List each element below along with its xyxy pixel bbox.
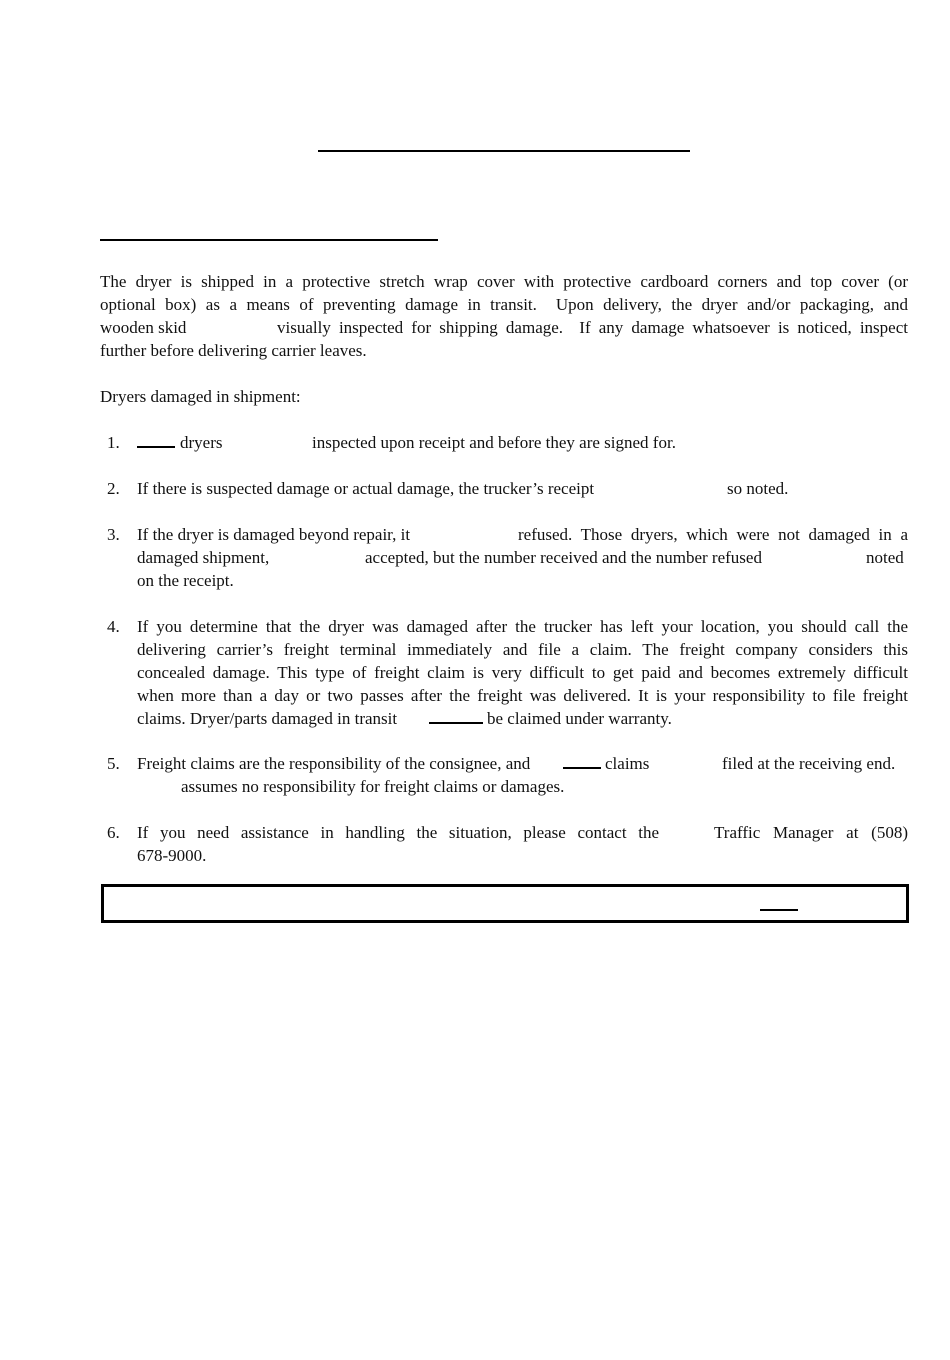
item-number: 1. [107,433,120,452]
item-1-blank [137,431,175,454]
note-box-blank [760,909,798,911]
item-number: 3. [107,525,120,544]
intro-line-4: further before delivering carrier leaves. [100,341,367,360]
item-5-text-c: filed at the receiving end. [722,754,896,773]
item-2-text-b: so noted. [727,479,789,498]
item-number: 4. [107,617,120,636]
item-4-line-5b: be claimed under warranty. [487,709,672,728]
item-4-line-4: when more than a day or two passes after the freight was delivered. It is your responsibility to file freight [137,686,908,705]
intro-line-3a: wooden skid [100,318,187,337]
intro-line-2: optional box) as a means of preventing damage in transit. Upon delivery, the dryer and/or packaging, and [100,295,908,314]
item-4-line-3: concealed damage. This type of freight claim is very difficult to get paid and becomes extremely difficult [137,663,908,682]
section-heading: Dryers damaged in shipment: [100,387,301,406]
item-4-line-1: If you determine that the dryer was damaged after the trucker has left your location, you should call the [137,617,908,636]
note-box [101,884,909,923]
item-6-text-b: Traffic Manager at (508) [714,823,908,842]
item-3-text-f: on the receipt. [137,571,234,590]
item-2-text-a: If there is suspected damage or actual damage, the trucker’s receipt [137,479,595,498]
item-3-text-c: damaged shipment, [137,548,270,567]
item-4-line-2: delivering carrier’s freight terminal immediately and file a claim. The freight company considers this [137,640,908,659]
item-3-text-a: If the dryer is damaged beyond repair, it [137,525,411,544]
intro-line-1: The dryer is shipped in a protective stretch wrap cover with protective cardboard corners and top cover (or [100,272,908,291]
item-4-line-5a: claims. Dryer/parts damaged in transit [137,709,398,728]
item-5-text-a: Freight claims are the responsibility of the consignee, and [137,754,531,773]
intro-line-3b: visually inspected for shipping damage. If any damage whatsoever is noticed, inspect [277,318,908,337]
item-6-text-c: 678-9000. [137,846,207,865]
item-number: 5. [107,754,120,773]
item-1-text-a: dryers [180,433,223,452]
section-title-rule [100,239,438,241]
item-5-text-b: claims [605,754,650,773]
title-rule [318,150,690,152]
item-5-text-d: assumes no responsibility for freight claims or damages. [181,777,565,796]
item-3-text-e: noted [866,548,904,567]
item-3-text-d: accepted, but the number received and the number refused [365,548,762,567]
item-4-blank [429,707,483,730]
item-5-blank [563,752,601,775]
item-3-text-b: refused. Those dryers, which were not damaged in a [518,525,908,544]
item-number: 6. [107,823,120,842]
item-1-text-b: inspected upon receipt and before they are signed for. [312,433,676,452]
item-number: 2. [107,479,120,498]
item-6-text-a: If you need assistance in handling the situation, please contact the [137,823,659,842]
